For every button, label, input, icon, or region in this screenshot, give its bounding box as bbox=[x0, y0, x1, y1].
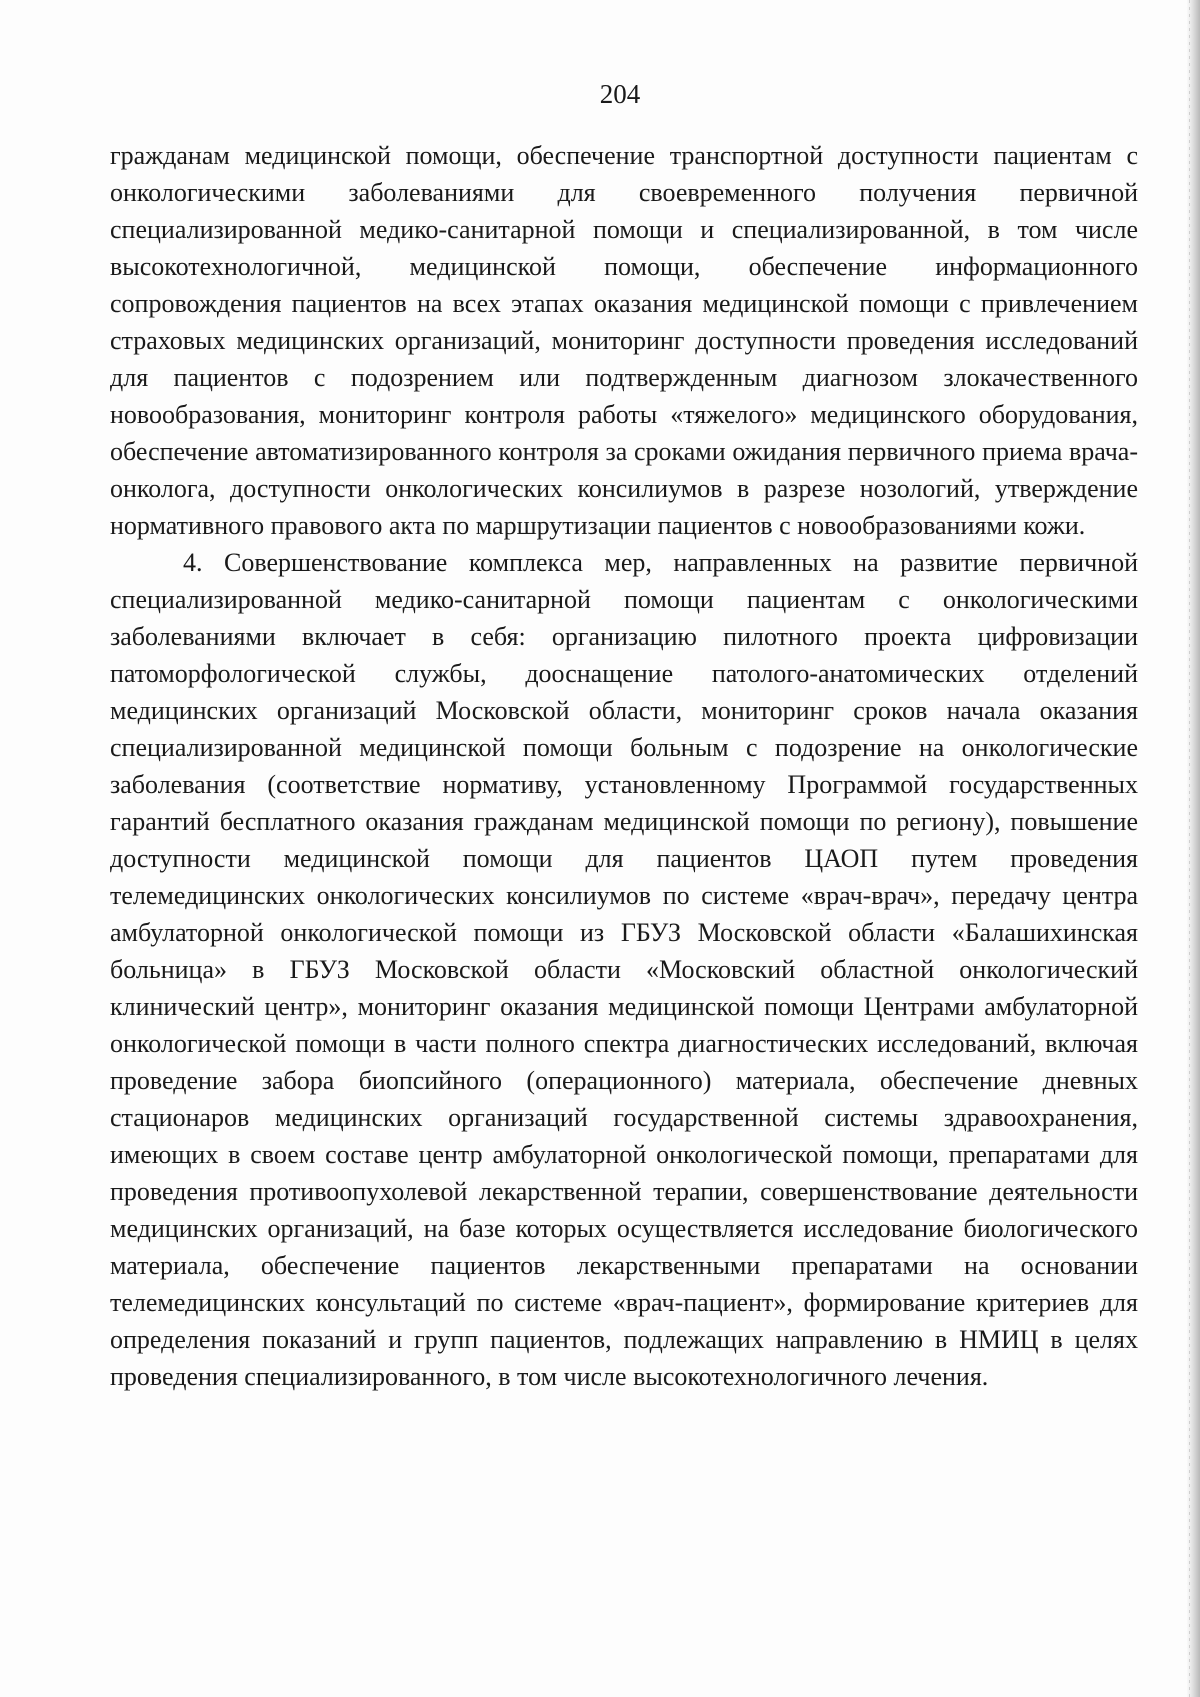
paragraph-continuation: гражданам медицинской помощи, обеспечение транспортной доступности пациентам с онкологическими заболеваниями для своевременного получения первичной специализированной медико-санитарной помощи и специализированной, в том числе высокотехнологичной, медицинской помощи, обеспечение информационного сопровождения пациентов на всех этапах оказания медицинской помощи с привлечением страховых медицинских организаций, мониторинг доступности проведения исследований для пациентов с подозрением или подтвержденным диагнозом злокачественного новообразования, мониторинг контроля работы «тяжелого» медицинского оборудования, обеспечение автоматизированного контроля за сроками ожидания первичного приема врача-онколога, доступности онкологических консилиумов в разрезе нозологий, утверждение нормативного правового акта по маршрутизации пациентов с новообразованиями кожи. bbox=[110, 141, 1138, 540]
scan-edge-shadow bbox=[1186, 0, 1200, 1697]
document-body bbox=[110, 137, 1138, 1395]
paragraph-item-4: 4. Совершенствование комплекса мер, направленных на развитие первичной специализированной медико-санитарной помощи пациентам с онкологическими заболеваниями включает в себя: организацию пилотного проекта цифровизации патоморфологической службы, дооснащение патолого-анатомических отделений медицинских организаций Московской области, мониторинг сроков начала оказания специализированной медицинской помощи больным с подозрение на онкологические заболевания (соответствие нормативу, установленному Программой государственных гарантий бесплатного оказания гражданам медицинской помощи по региону), повышение доступности медицинской помощи для пациентов ЦАОП путем проведения телемедицинских онкологических консилиумов по системе «врач-врач», передачу центра амбулаторной онкологической помощи из ГБУЗ Московской области «Балашихинская больница» в ГБУЗ Московской области «Московский областной онкологический клинический центр», мониторинг оказания медицинской помощи Центрами амбулаторной онкологической помощи в части полного спектра диагностических исследований, включая проведение забора биопсийного (операционного) материала, обеспечение дневных стационаров медицинских организаций государственной системы здравоохранения, имеющих в своем составе центр амбулаторной онкологической помощи, препаратами для проведения противоопухолевой лекарственной терапии, совершенствование деятельности медицинских организаций, на базе которых осуществляется исследование биологического материала, обеспечение пациентов лекарственными препаратами на основании телемедицинских консультаций по системе «врач-пациент», формирование критериев для определения показаний и групп пациентов, подлежащих направлению в НМИЦ в целях проведения специализированного, в том числе высокотехнологичного лечения. bbox=[110, 548, 1138, 1391]
page-number: 204 bbox=[599, 79, 641, 109]
